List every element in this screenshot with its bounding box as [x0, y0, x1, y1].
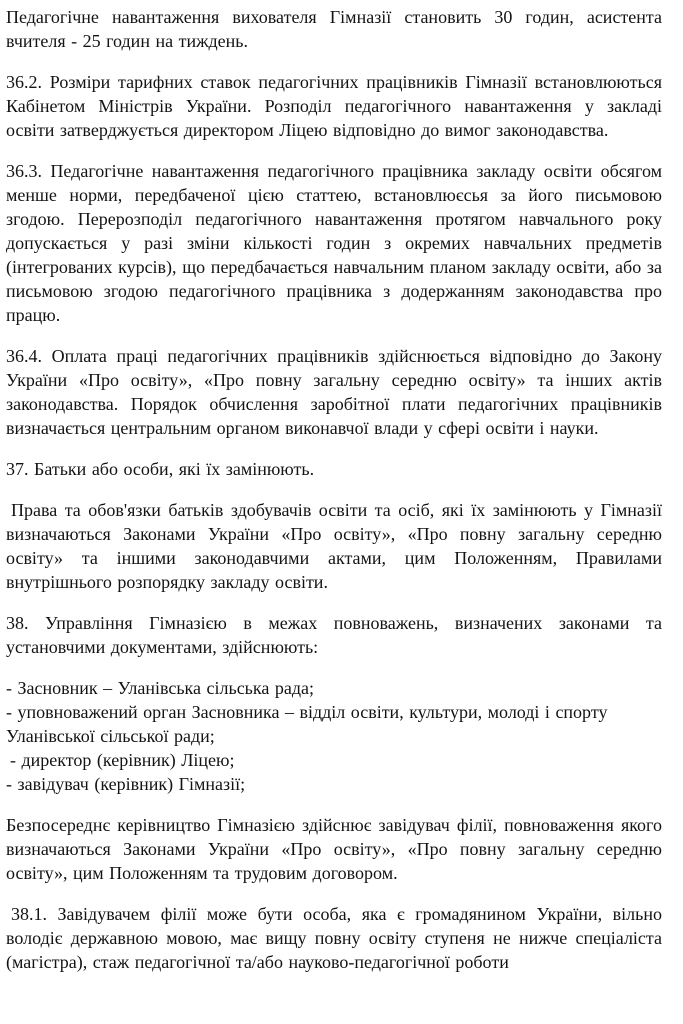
governance-list — [6, 676, 662, 796]
paragraph-36-4: 36.4. Оплата праці педагогічних працівників здійснюється відповідно до Закону України «Про освіту», «Про повну загальну середню освіту» та інших актів законодавства. Порядок обчислення заробітної плати педагогічних працівників визначається центральним органом виконавчої влади у сфері освіти і науки. — [6, 346, 662, 438]
paragraph-direct-management: Безпосереднє керівництво Гімназією здійснює завідувач філії, повноваження якого визначаються Законами України «Про освіту», «Про повну загальну середню освіту», цим Положенням та трудовим договором. — [6, 815, 662, 883]
paragraph-38-intro: 38. Управління Гімназією в межах повноважень, визначених законами та установчими документами, здійснюють: — [6, 613, 662, 657]
paragraph-teaching-load: Педагогічне навантаження вихователя Гімназії становить 30 годин, асистента вчителя - 25 годин на тиждень. — [6, 7, 662, 51]
list-item-authorized-body: - уповноважений орган Засновника – відділ освіти, культури, молоді і спорту Уланівської сільської ради; — [6, 702, 608, 746]
list-item-branch-head: - завідувач (керівник) Гімназії; — [6, 774, 246, 794]
paragraph-38-1: 38.1. Завідувачем філії може бути особа, яка є громадянином України, вільно володіє державною мовою, має вищу повну освіту ступеня не нижче спеціаліста (магістра), стаж педагогічної та/або науково-педагогічної роботи — [6, 904, 662, 972]
paragraph-36-2: 36.2. Розміри тарифних ставок педагогічних працівників Гімназії встановлюються Кабінетом Міністрів України. Розподіл педагогічного навантаження у закладі освіти затверджується директором Ліцею відповідно до вимог законодавства. — [6, 72, 662, 140]
paragraph-parents-rights: Права та обов'язки батьків здобувачів освіти та осіб, які їх замінюють у Гімназії визначаються Законами України «Про освіту», «Про повну загальну середню освіту» та іншими законодавчими актами, цим Положенням, Правилами внутрішнього розпорядку закладу освіти. — [6, 500, 662, 592]
list-item-founder: - Засновник – Уланівська сільська рада; — [6, 678, 314, 698]
paragraph-36-3: 36.3. Педагогічне навантаження педагогічного працівника закладу освіти обсягом менше норми, передбаченої цією статтею, встановлюєсья за його письмовою згодою. Перерозподіл педагогічного навантаження протягом навчального року допускається у разі зміни кількості годин з окремих навчальних предметів (інтегрованих курсів), що передбачається навчальним планом закладу освіти, або за письмовою згодою педагогічного працівника з додержанням законодавства про працю. — [6, 161, 662, 325]
list-item-director: - директор (керівник) Ліцею; — [10, 750, 235, 770]
heading-37: 37. Батьки або особи, які їх замінюють. — [6, 459, 315, 479]
